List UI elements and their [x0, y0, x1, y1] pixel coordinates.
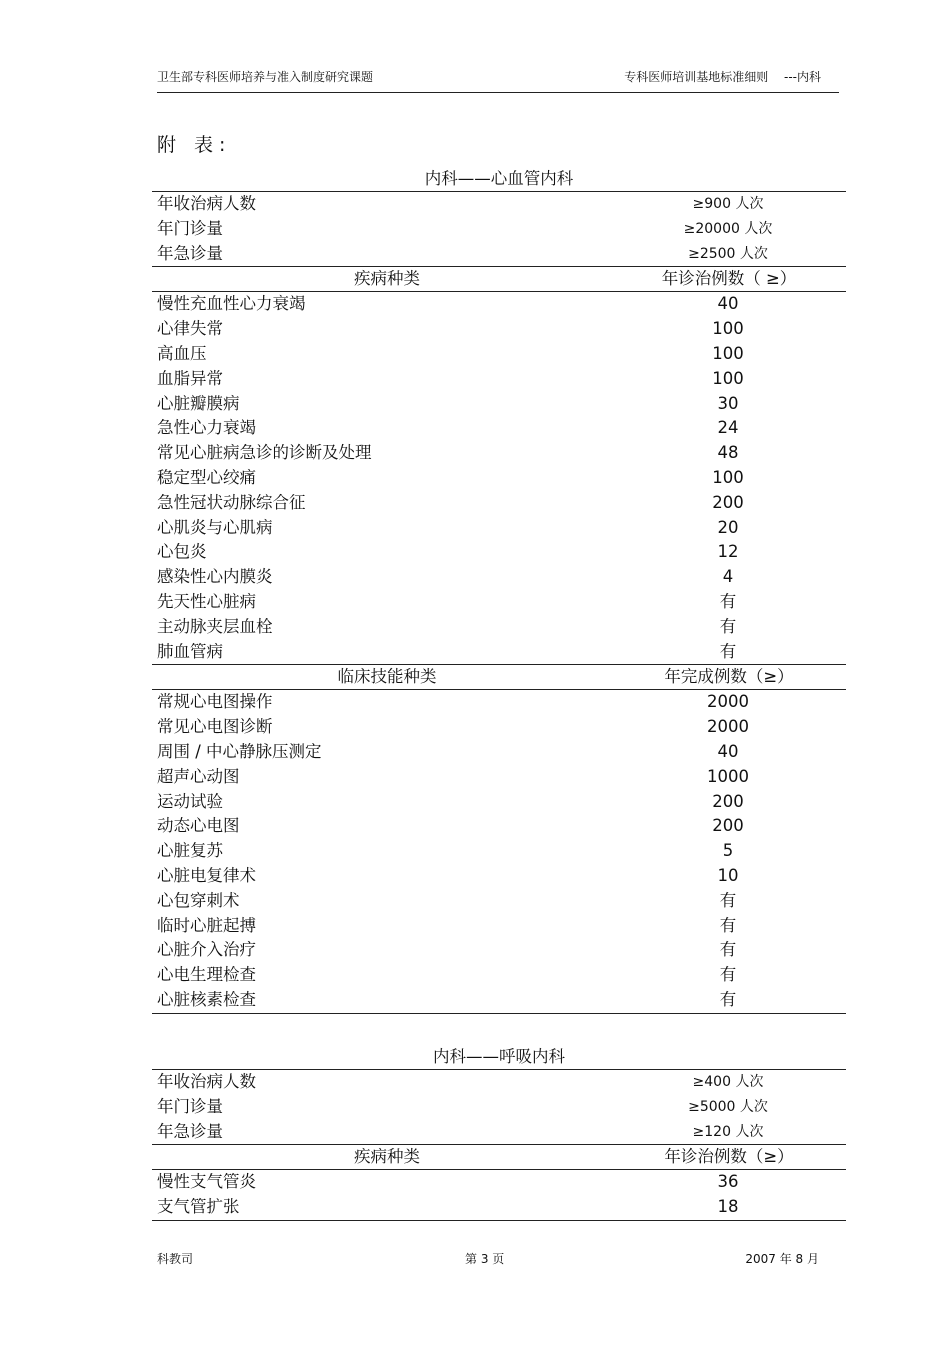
footer-page-number: 第 3 页 — [465, 1252, 505, 1266]
row-value: 有 — [719, 591, 737, 611]
table-row — [152, 540, 846, 565]
table-row — [152, 317, 846, 342]
table-row — [152, 441, 846, 466]
row-value: 36 — [717, 1172, 739, 1192]
row-value: 100 — [712, 343, 744, 363]
row-name: 周围 / 中心静脉压测定 — [157, 741, 322, 761]
section-header-right: 年完成例数（≥） — [664, 667, 794, 687]
row-name: 肺血管病 — [157, 641, 223, 661]
row-value: 200 — [712, 816, 744, 836]
row-value: 24 — [717, 418, 739, 438]
row-name: 心脏核素检查 — [157, 989, 256, 1009]
meta-value: ≥900 人次 — [692, 196, 764, 212]
page-header — [157, 66, 839, 93]
row-name: 常见心脏病急诊的诊断及处理 — [157, 443, 372, 463]
table-meta-row — [152, 1070, 846, 1095]
row-value: 100 — [712, 319, 744, 339]
meta-label: 年门诊量 — [157, 218, 223, 238]
row-value: 12 — [717, 542, 739, 562]
row-name: 心电生理检查 — [157, 965, 256, 985]
row-value: 4 — [722, 567, 734, 587]
row-value: 有 — [719, 940, 737, 960]
section-header-left: 疾病种类 — [354, 269, 420, 289]
row-value: 30 — [717, 393, 739, 413]
table-row — [152, 864, 846, 889]
row-name: 心脏介入治疗 — [157, 940, 256, 960]
table-row — [152, 590, 846, 615]
row-name: 超声心动图 — [157, 766, 240, 786]
row-name: 慢性充血性心力衰竭 — [157, 294, 306, 314]
meta-label: 年收治病人数 — [157, 194, 256, 213]
row-name: 血脂异常 — [157, 368, 223, 388]
row-name: 临时心脏起搏 — [157, 915, 256, 935]
row-value: 有 — [719, 616, 737, 636]
meta-label: 年门诊量 — [157, 1096, 223, 1116]
footer-left: 科教司 — [157, 1252, 194, 1266]
row-name: 心肌炎与心肌病 — [157, 517, 273, 537]
row-name: 先天性心脏病 — [157, 591, 256, 611]
table-row — [152, 839, 846, 864]
table-title: 内科——心血管内科 — [152, 166, 846, 192]
row-value: 40 — [717, 741, 739, 761]
section-header-row — [152, 1144, 846, 1170]
meta-label: 年收治病人数 — [157, 1072, 256, 1091]
meta-value: ≥2500 人次 — [688, 245, 768, 262]
header-right-text: 专科医师培训基地标准细则 ---内科 — [624, 70, 821, 84]
section-header-right: 年诊治例数（≥） — [664, 1147, 794, 1167]
table-meta-row — [152, 192, 846, 217]
meta-label: 年急诊量 — [157, 243, 223, 263]
table-row — [152, 963, 846, 988]
table-row — [152, 914, 846, 939]
table-row — [152, 988, 846, 1013]
row-name: 急性心力衰竭 — [157, 418, 256, 438]
row-name: 感染性心内膜炎 — [157, 567, 273, 587]
meta-label: 年急诊量 — [157, 1121, 223, 1141]
header-left-text: 卫生部专科医师培养与准入制度研究课题 — [157, 70, 374, 84]
row-value: 20 — [717, 517, 739, 537]
row-value: 48 — [717, 443, 739, 463]
meta-value: ≥20000 人次 — [683, 220, 773, 237]
table-row — [152, 466, 846, 491]
table-row — [152, 765, 846, 790]
table-meta-row — [152, 1095, 846, 1120]
table-bottom-rule — [152, 1220, 846, 1221]
row-value: 10 — [717, 865, 739, 885]
meta-value: ≥120 人次 — [692, 1123, 764, 1140]
row-value: 5 — [722, 841, 734, 861]
row-name: 心脏复苏 — [157, 841, 223, 861]
table-row — [152, 938, 846, 963]
table-row — [152, 491, 846, 516]
row-value: 有 — [719, 641, 737, 661]
table-row — [152, 1195, 846, 1220]
cardiology-table — [152, 166, 846, 1014]
table-row — [152, 889, 846, 914]
table-row — [152, 367, 846, 392]
table-bottom-rule — [152, 1013, 846, 1014]
meta-value: ≥400 人次 — [692, 1074, 764, 1090]
table-row — [152, 516, 846, 541]
section-header-row — [152, 266, 846, 292]
row-value: 40 — [717, 294, 739, 314]
appendix-label: 附 表: — [157, 134, 232, 156]
meta-value: ≥5000 人次 — [688, 1098, 768, 1115]
table-meta-row — [152, 217, 846, 242]
row-name: 主动脉夹层血栓 — [157, 616, 273, 636]
row-value: 有 — [719, 965, 737, 985]
row-value: 有 — [719, 890, 737, 910]
table-row — [152, 690, 846, 715]
table-row — [152, 814, 846, 839]
row-name: 支气管扩张 — [157, 1197, 240, 1217]
table-row — [152, 292, 846, 317]
row-name: 心脏瓣膜病 — [157, 393, 240, 413]
row-name: 心包炎 — [157, 542, 207, 562]
row-value: 有 — [719, 989, 737, 1009]
table-row — [152, 640, 846, 665]
row-value: 18 — [717, 1197, 739, 1217]
row-name: 心脏电复律术 — [157, 865, 256, 885]
row-name: 高血压 — [157, 343, 207, 363]
row-value: 100 — [712, 368, 744, 388]
row-name: 动态心电图 — [157, 816, 240, 836]
row-name: 急性冠状动脉综合征 — [157, 492, 306, 512]
respiratory-table — [152, 1044, 846, 1221]
table-row — [152, 740, 846, 765]
row-value: 2000 — [707, 717, 749, 737]
row-name: 常规心电图操作 — [157, 692, 273, 712]
row-value: 有 — [719, 915, 737, 935]
table-row — [152, 342, 846, 367]
table-row — [152, 565, 846, 590]
section-header-left: 临床技能种类 — [337, 667, 437, 687]
table-row — [152, 416, 846, 441]
row-value: 200 — [712, 492, 744, 512]
section-header-row — [152, 664, 846, 690]
table-row — [152, 615, 846, 640]
row-value: 200 — [712, 791, 744, 811]
table-row — [152, 715, 846, 740]
row-name: 稳定型心绞痛 — [157, 467, 256, 487]
row-name: 常见心电图诊断 — [157, 717, 273, 737]
row-value: 2000 — [707, 692, 749, 712]
footer-date: 2007 年 8 月 — [745, 1252, 819, 1266]
table-row — [152, 1170, 846, 1195]
row-name: 心律失常 — [157, 319, 223, 339]
row-name: 心包穿刺术 — [157, 890, 240, 910]
row-name: 慢性支气管炎 — [157, 1172, 256, 1192]
row-name: 运动试验 — [157, 791, 223, 811]
section-header-right: 年诊治例数（ ≥） — [661, 269, 797, 289]
table-row — [152, 790, 846, 815]
table-title: 内科——呼吸内科 — [152, 1044, 846, 1070]
table-row — [152, 392, 846, 417]
table-meta-row — [152, 1120, 846, 1145]
table-meta-row — [152, 242, 846, 267]
row-value: 100 — [712, 467, 744, 487]
row-value: 1000 — [707, 766, 749, 786]
section-header-left: 疾病种类 — [354, 1147, 420, 1167]
